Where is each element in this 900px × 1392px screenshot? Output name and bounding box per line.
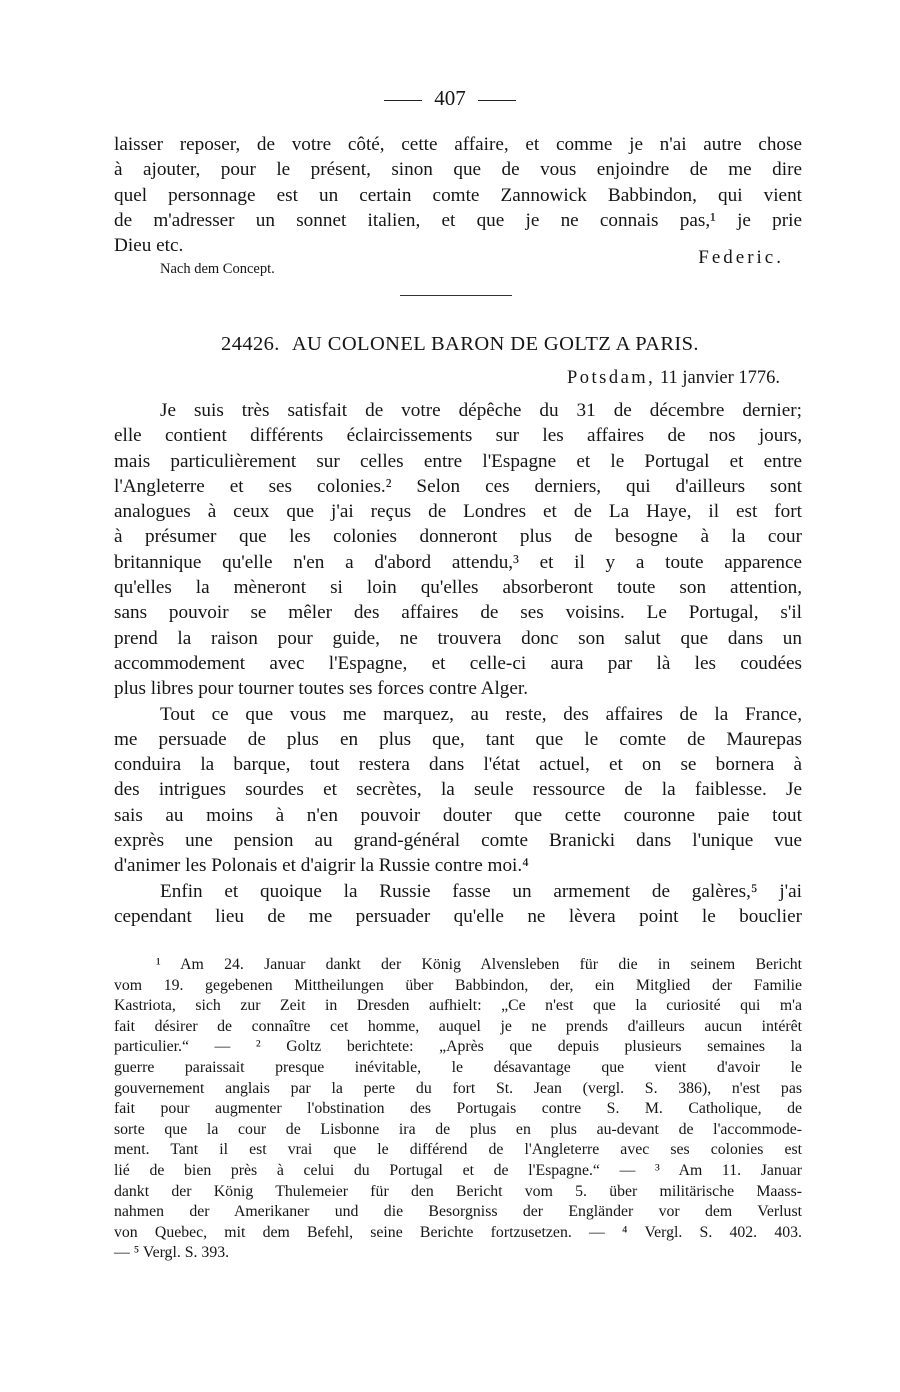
dateline [567, 368, 780, 389]
text-line: mais particulièrement sur celles entre l'Espagne et le Portugal et entre [114, 450, 802, 472]
place: Potsdam, [566, 368, 656, 388]
text-line: l'Angleterre et ses colonies.² Selon ces derniers, qui d'ailleurs sont [114, 475, 802, 497]
signature: Federic. [698, 247, 784, 268]
text-line: de m'adresser un sonnet italien, et que je ne connais pas,¹ je prie [114, 209, 802, 231]
footnote-line: fait pour augmenter l'obstination des Portugais contre S. M. Catholique, de [114, 1100, 802, 1118]
footnote-line: Kastriota, sich zur Zeit in Dresden aufhielt: „Ce n'est que la curiosité qui m'a [114, 997, 802, 1015]
footnote-line: gouvernement anglais par la perte du fort St. Jean (vergl. S. 386), n'est pas [114, 1079, 802, 1097]
footnote-line: — ⁵ Vergl. S. 393. [114, 1244, 230, 1262]
header-rule-right [478, 100, 516, 101]
footnote-line: vom 19. gegebenen Mittheilungen über Babbindon, der, ein Mitglied der Familie [114, 976, 802, 994]
footnote-line: ment. Tant il est vrai que le différend de l'Angleterre avec ses colonies est [114, 1141, 802, 1159]
previous-letter-ending [114, 132, 802, 258]
text-line: Tout ce que vous me marquez, au reste, des affaires de la France, [160, 703, 802, 725]
letter-heading [0, 333, 900, 356]
text-line: analogues à ceux que j'ai reçus de Londres et de La Haye, il est fort [114, 501, 802, 523]
closing-row [114, 247, 784, 277]
source-note: Nach dem Concept. [160, 261, 275, 277]
text-line: sais au moins à n'en pouvoir douter que cette couronne paie tout [114, 804, 802, 826]
text-line: britannique qu'elle n'en a d'abord attendu,³ et il y a toute apparence [114, 551, 802, 573]
text-line: quel personnage est un certain comte Zannowick Babbindon, qui vient [114, 184, 802, 206]
text-line: prend la raison pour guide, ne trouvera donc son salut que dans un [114, 627, 802, 649]
footnotes [114, 955, 802, 1264]
header-rule-left [384, 100, 422, 101]
text-line: Je suis très satisfait de votre dépêche du 31 de décembre dernier; [160, 400, 802, 421]
text-line: exprès une pension au grand-général comte Branicki dans l'unique vue [114, 830, 802, 852]
text-line: elle contient différents éclaircissements sur les affaires de nos jours, [114, 425, 802, 447]
section-divider [400, 295, 512, 296]
text-line: à présumer que les colonies donneront plus de besogne à la cour [114, 526, 802, 548]
letter-body [114, 398, 802, 929]
letter-number: 24426. [221, 333, 280, 355]
text-line: laisser reposer, de votre côté, cette affaire, et comme je n'ai autre chose [114, 134, 802, 155]
text-line: cependant lieu de me persuader qu'elle ne lèvera point le bouclier [114, 905, 802, 927]
text-line: à ajouter, pour le présent, sinon que de vous enjoindre de me dire [114, 159, 802, 181]
footnote-line: nahmen der Amerikaner und die Besorgniss der Engländer vor dem Verlust [114, 1203, 802, 1221]
footnote-line: guerre paraissait presque inévitable, le désavantage que vient d'avoir le [114, 1058, 802, 1076]
footnote-line: sorte que la cour de Lisbonne ira de plus en plus au-devant de l'accommode- [114, 1120, 802, 1138]
footnote-line: lié de bien près à celui du Portugal et de l'Espagne.“ — ³ Am 11. Januar [114, 1161, 802, 1179]
letter-title: AU COLONEL BARON DE GOLTZ A PARIS. [291, 333, 699, 355]
text-line: conduira la barque, tout restera dans l'état actuel, et on se bornera à [114, 754, 802, 776]
text-line: accommodement avec l'Espagne, et celle-ci aura par là les coudées [114, 652, 802, 674]
text-line: me persuade de plus en plus que, tant que le comte de Maurepas [114, 728, 802, 750]
text-line: des intrigues sourdes et secrètes, la seule ressource de la faiblesse. Je [114, 779, 802, 801]
text-line: sans pouvoir se mêler des affaires de ses voisins. Le Portugal, s'il [114, 602, 802, 624]
footnote-line: particulier.“ — ² Goltz berichtete: „Après que depuis plusieurs semaines la [114, 1038, 802, 1056]
page-number: 407 [434, 86, 466, 110]
text-line: Dieu etc. [114, 235, 184, 257]
page-header [0, 86, 900, 111]
footnote-line: fait désirer de connaître cet homme, auquel je ne prends d'ailleurs aucun intérêt [114, 1017, 802, 1035]
text-line: Enfin et quoique la Russie fasse un armement de galères,⁵ j'ai [160, 880, 802, 902]
date: 11 janvier 1776. [659, 368, 780, 388]
footnote-line: von Quebec, mit dem Befehl, seine Berichte fortzusetzen. — ⁴ Vergl. S. 402. 403. [114, 1223, 802, 1241]
text-line: qu'elles la mèneront si loin qu'elles absorberont toute son attention, [114, 577, 802, 599]
footnote-line: ¹ Am 24. Januar dankt der König Alvensleben für die in seinem Bericht [156, 956, 802, 973]
text-line: d'animer les Polonais et d'aigrir la Russie contre moi.⁴ [114, 855, 529, 877]
footnote-line: dankt der König Thulemeier für den Bericht vom 5. über militärische Maass- [114, 1182, 802, 1200]
text-line: plus libres pour tourner toutes ses forces contre Alger. [114, 678, 529, 700]
